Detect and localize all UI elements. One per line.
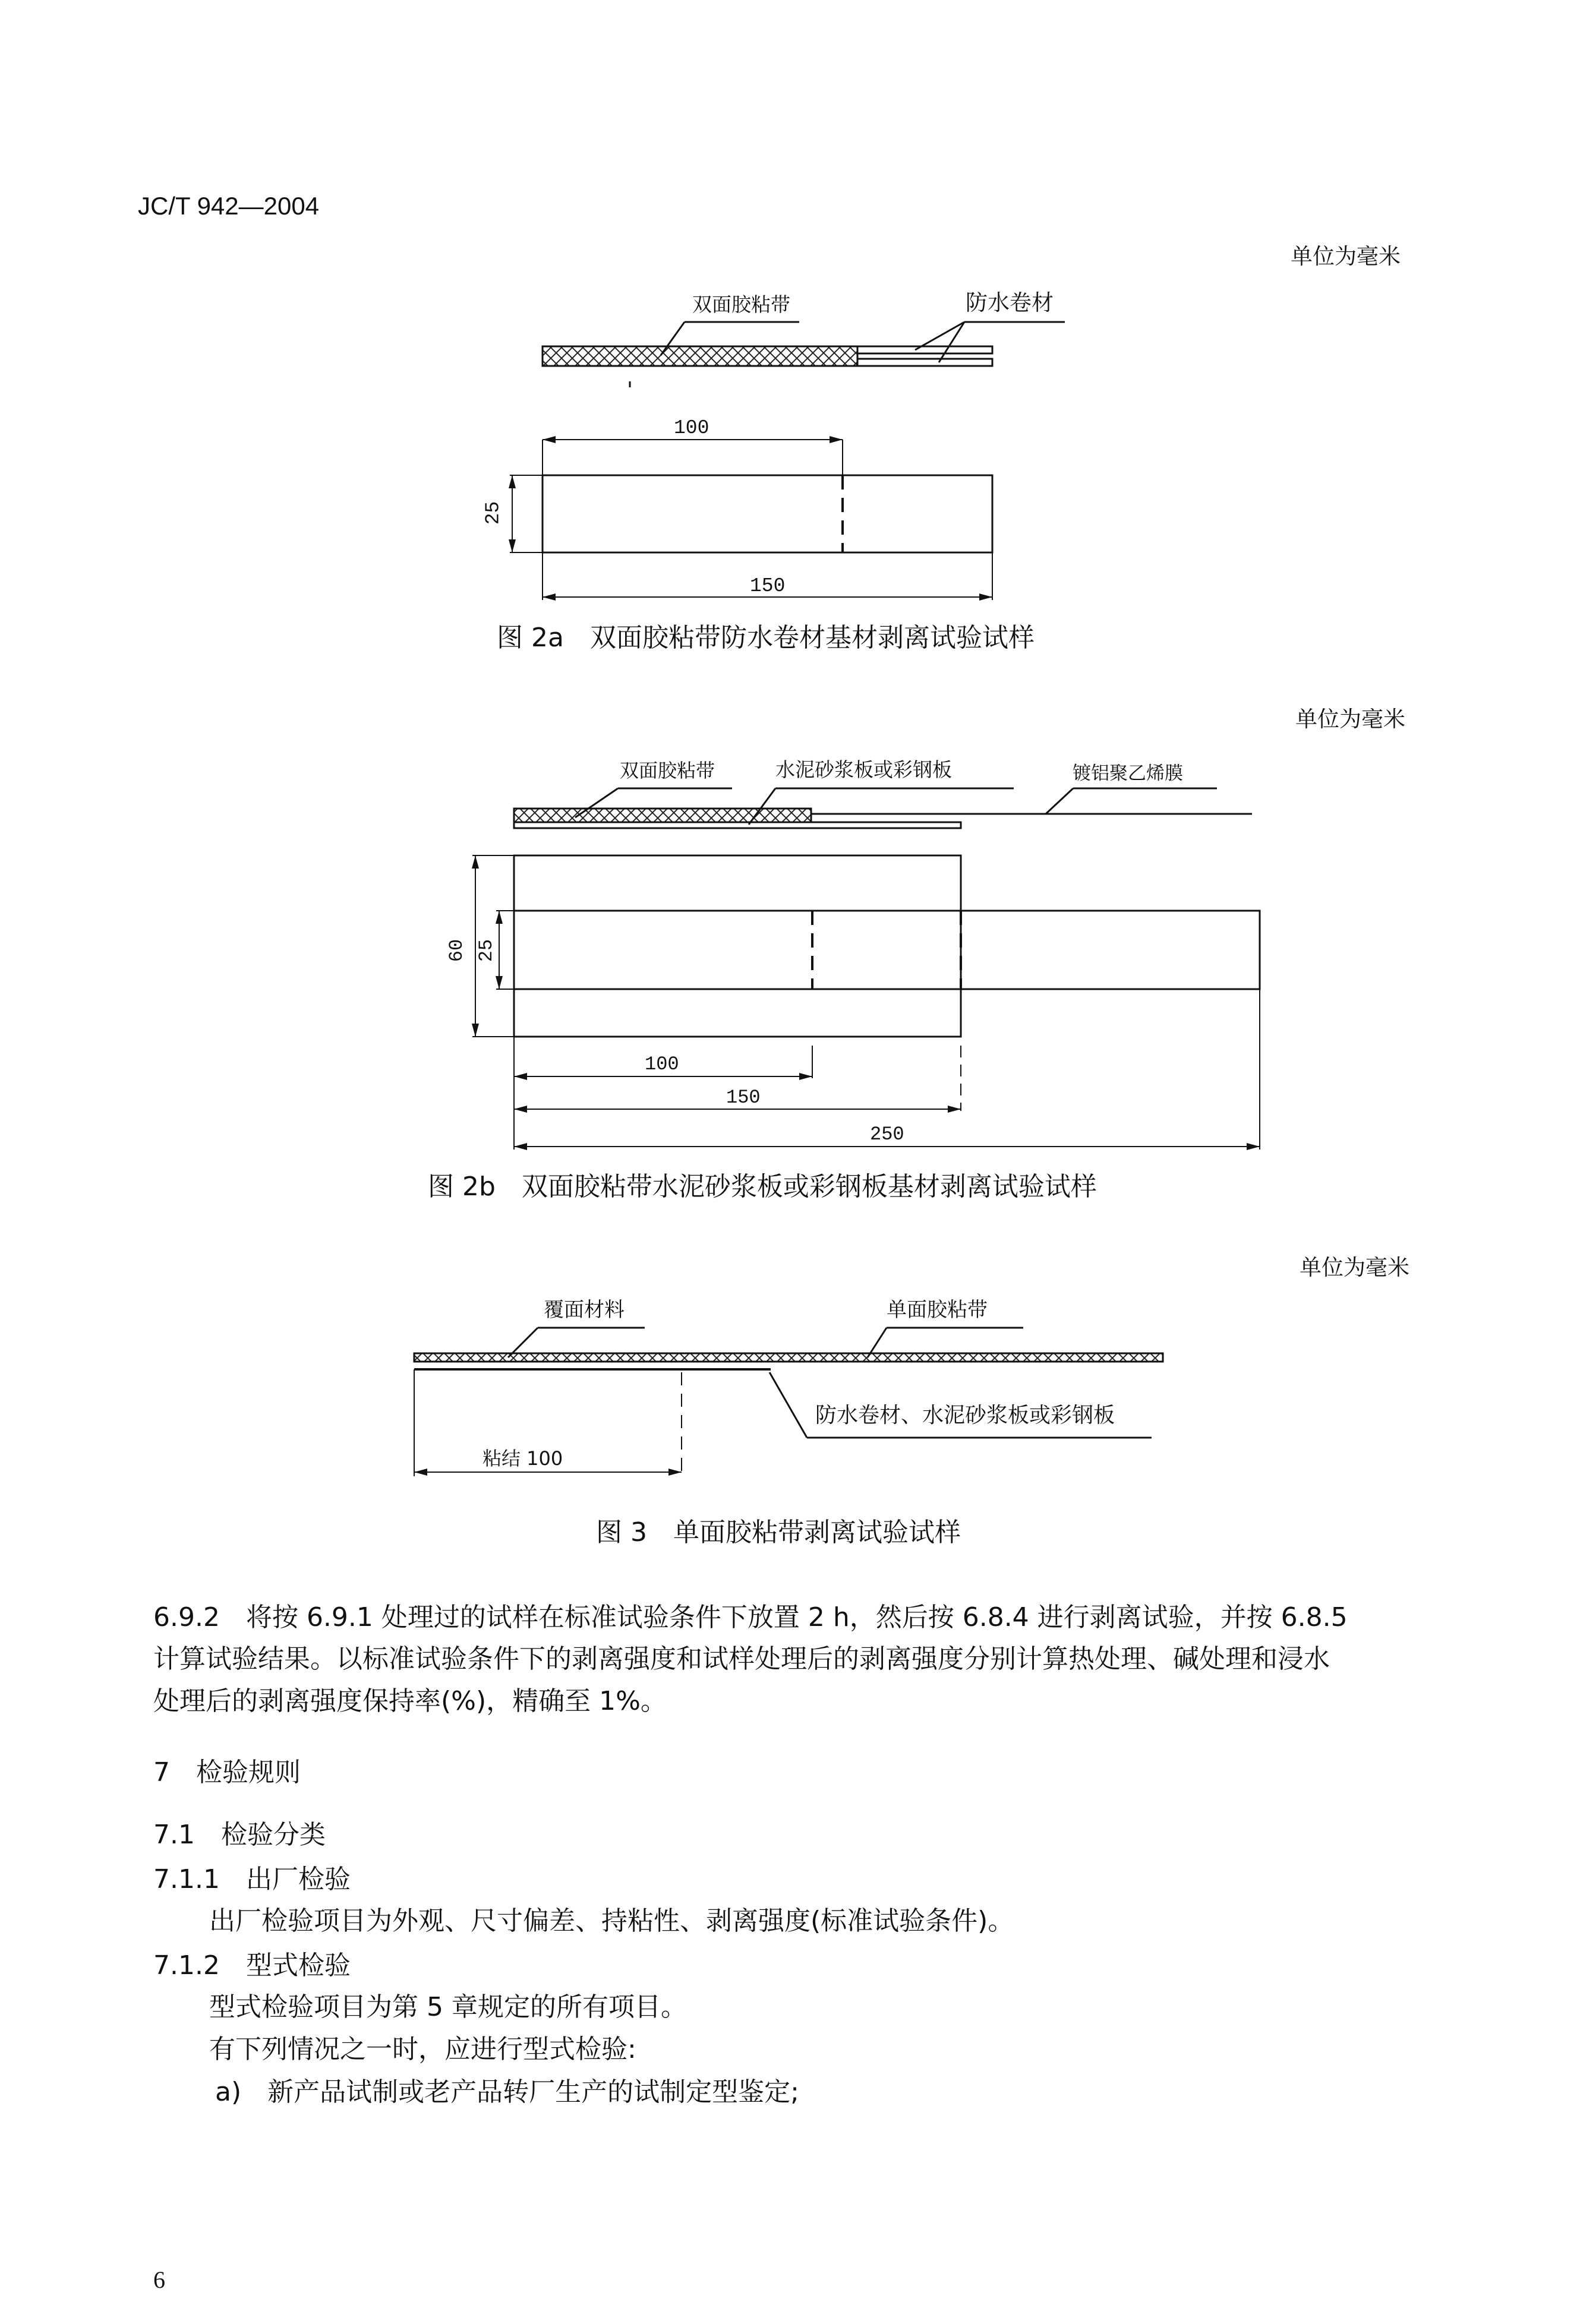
fig2a-label-tape: 双面胶粘带 xyxy=(692,293,790,316)
para-6-9-2-line2: 计算试验结果。以标准试验条件下的剥离强度和试样处理后的剥离强度分别计算热处理、碱处理和浸水 xyxy=(153,1644,1330,1674)
fig3-caption: 图 3 单面胶粘带剥离试验试样 xyxy=(596,1517,961,1548)
fig2a-dim-width: 25 xyxy=(482,501,504,525)
fig2a-dim-length: 150 xyxy=(750,575,786,597)
fig2b-dim-strip-width: 25 xyxy=(475,939,498,962)
fig2b-dim-plate-width: 60 xyxy=(446,939,468,962)
section-7-heading: 7 检验规则 xyxy=(153,1757,301,1788)
fig3-dim-bond: 粘结 100 xyxy=(482,1447,563,1470)
standard-code: JC/T 942—2004 xyxy=(138,192,320,220)
fig2b-label-film: 镀铝聚乙烯膜 xyxy=(1073,763,1183,784)
fig2b-label-tape: 双面胶粘带 xyxy=(620,759,715,782)
fig2b-label-substrate: 水泥砂浆板或彩钢板 xyxy=(775,758,952,781)
fig3-label-cover: 覆面材料 xyxy=(544,1298,625,1322)
fig3-label-tape: 单面胶粘带 xyxy=(887,1298,988,1322)
section-7-1-2-item-a: a) 新产品试制或老产品转厂生产的试制定型鉴定; xyxy=(215,2077,799,2107)
fig2b-caption: 图 2b 双面胶粘带水泥砂浆板或彩钢板基材剥离试验试样 xyxy=(428,1172,1097,1202)
fig2a-label-membrane: 防水卷材 xyxy=(966,290,1054,315)
section-7-1-2-body-2: 有下列情况之一时，应进行型式检验: xyxy=(209,2034,636,2064)
para-6-9-2-line1: 6.9.2 将按 6.9.1 处理过的试样在标准试验条件下放置 2 h，然后按 6.8.4 进行剥离试验，并按 6.8.5 xyxy=(153,1602,1348,1633)
section-7-1-1-heading: 7.1.1 出厂检验 xyxy=(153,1864,351,1894)
section-7-1-2-heading: 7.1.2 型式检验 xyxy=(153,1950,351,1981)
fig3-unit-note: 单位为毫米 xyxy=(1300,1255,1409,1280)
section-7-1-1-body: 出厂检验项目为外观、尺寸偏差、持粘性、剥离强度(标准试验条件)。 xyxy=(209,1906,1014,1936)
page-number: 6 xyxy=(153,2266,165,2293)
section-7-1-2-body-1: 型式检验项目为第 5 章规定的所有项目。 xyxy=(209,1992,687,2022)
fig2a-dim-bond: 100 xyxy=(674,417,709,439)
fig3-cover-tape-section xyxy=(414,1353,1163,1362)
fig2b-unit-note: 单位为毫米 xyxy=(1295,706,1405,732)
fig2b-dim-bond: 100 xyxy=(645,1053,679,1075)
fig3-label-substrate: 防水卷材、水泥砂浆板或彩钢板 xyxy=(815,1403,1115,1428)
fig2a-caption: 图 2a 双面胶粘带防水卷材基材剥离试验试样 xyxy=(497,623,1035,653)
fig2b-dim-plate-length: 150 xyxy=(726,1087,761,1109)
para-6-9-2-line3: 处理后的剥离强度保持率(%)，精确至 1%。 xyxy=(153,1686,667,1716)
fig2a-unit-note: 单位为毫米 xyxy=(1291,244,1401,269)
fig2b-dim-total-length: 250 xyxy=(870,1123,904,1145)
section-7-1-heading: 7.1 检验分类 xyxy=(153,1820,326,1850)
